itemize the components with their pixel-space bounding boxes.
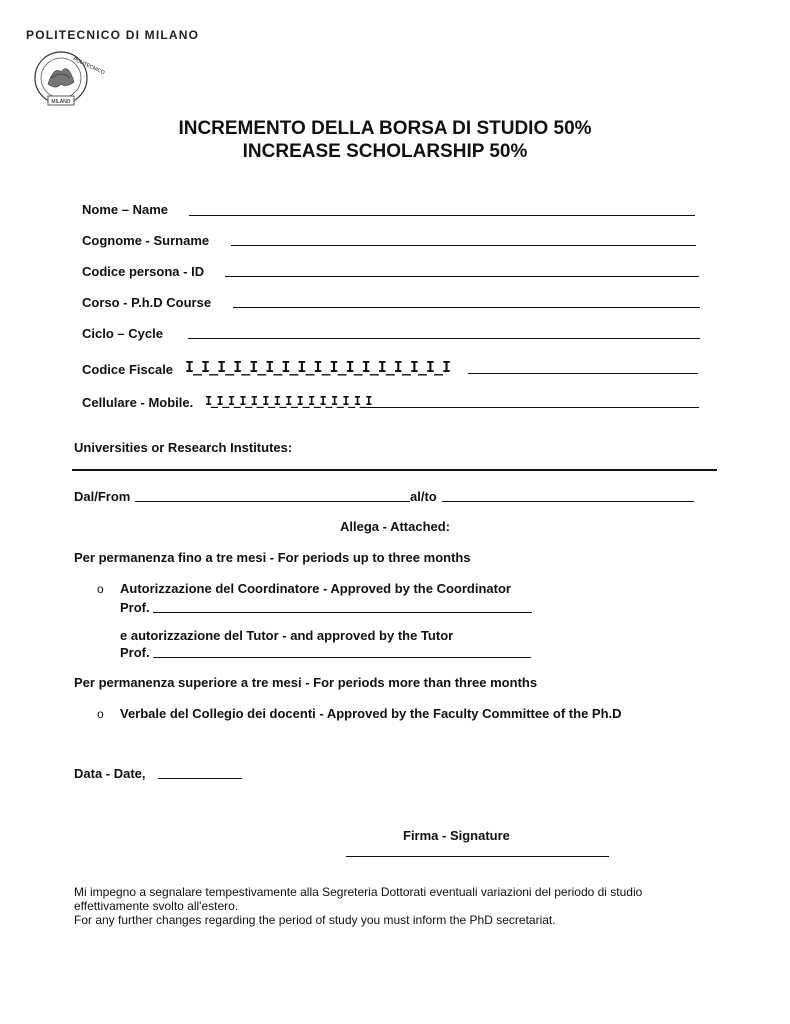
footer-note-line-1: Mi impegno a segnalare tempestivamente alla Segreteria Dottorati eventuali variazioni del periodo di studio (74, 885, 643, 899)
tutor-approval-label: e autorizzazione del Tutor - and approved by the Tutor (120, 628, 454, 643)
mobile-label: Cellulare - Mobile. (82, 395, 194, 410)
footer-note-line-2: effettivamente svolto all'estero. (74, 899, 239, 913)
from-label: Dal/From (74, 489, 131, 504)
university-name: POLITECNICO DI MILANO (26, 28, 200, 42)
footer-note-line-3: For any further changes regarding the period of study you must inform the PhD secretariat. (74, 913, 556, 927)
university-seal-logo (26, 48, 106, 108)
title-italian: INCREMENTO DELLA BORSA DI STUDIO 50% (178, 118, 592, 139)
bullet-icon: o (97, 707, 104, 721)
from-field[interactable] (135, 501, 410, 502)
title-english: INCREASE SCHOLARSHIP 50% (242, 141, 528, 162)
signature-field[interactable] (346, 856, 609, 857)
bullet-icon: o (97, 582, 104, 596)
footer-note (74, 885, 714, 927)
fiscal-code-label: Codice Fiscale (82, 362, 174, 377)
coordinator-approval-label: Autorizzazione del Coordinatore - Approved by the Coordinator (120, 581, 511, 596)
coordinator-prof-label: Prof. (120, 600, 150, 615)
id-label: Codice persona - ID (82, 264, 205, 279)
mobile-extension-line (367, 407, 699, 408)
surname-label: Cognome - Surname (82, 233, 210, 248)
tutor-prof-field[interactable] (153, 657, 531, 658)
to-field[interactable] (442, 501, 694, 502)
date-field[interactable] (158, 778, 242, 779)
name-label: Nome – Name (82, 202, 168, 217)
date-label: Data - Date, (74, 766, 146, 781)
surname-field[interactable] (231, 245, 696, 246)
course-label: Corso - P.h.D Course (82, 295, 212, 310)
signature-label: Firma - Signature (403, 828, 510, 843)
attached-heading: Allega - Attached: (339, 519, 451, 534)
fiscal-code-boxes[interactable]: I_I_I_I_I_I_I_I_I_I_I_I_I_I_I_I_I (185, 358, 451, 376)
coordinator-prof-field[interactable] (153, 612, 532, 613)
long-stay-heading: Per permanenza superiore a tre mesi - For periods more than three months (74, 675, 538, 690)
mobile-boxes[interactable]: I_I_I_I_I_I_I_I_I_I_I_I_I_I_I (205, 394, 372, 408)
faculty-committee-label: Verbale del Collegio dei docenti - Approved by the Faculty Committee of the Ph.D (120, 706, 622, 721)
svg-text:POLITECNICO: POLITECNICO (72, 56, 106, 77)
svg-text:MILANO: MILANO (51, 99, 71, 105)
course-field[interactable] (233, 307, 700, 308)
institutes-label: Universities or Research Institutes: (74, 440, 293, 455)
to-label: al/to (410, 489, 437, 504)
short-stay-heading: Per permanenza fino a tre mesi - For periods up to three months (74, 550, 471, 565)
name-field[interactable] (189, 215, 695, 216)
cycle-label: Ciclo – Cycle (82, 326, 163, 341)
fiscal-code-extension-line (468, 373, 698, 374)
cycle-field[interactable] (188, 338, 700, 339)
institutes-field[interactable] (72, 469, 717, 471)
id-field[interactable] (225, 276, 699, 277)
tutor-prof-label: Prof. (120, 645, 150, 660)
